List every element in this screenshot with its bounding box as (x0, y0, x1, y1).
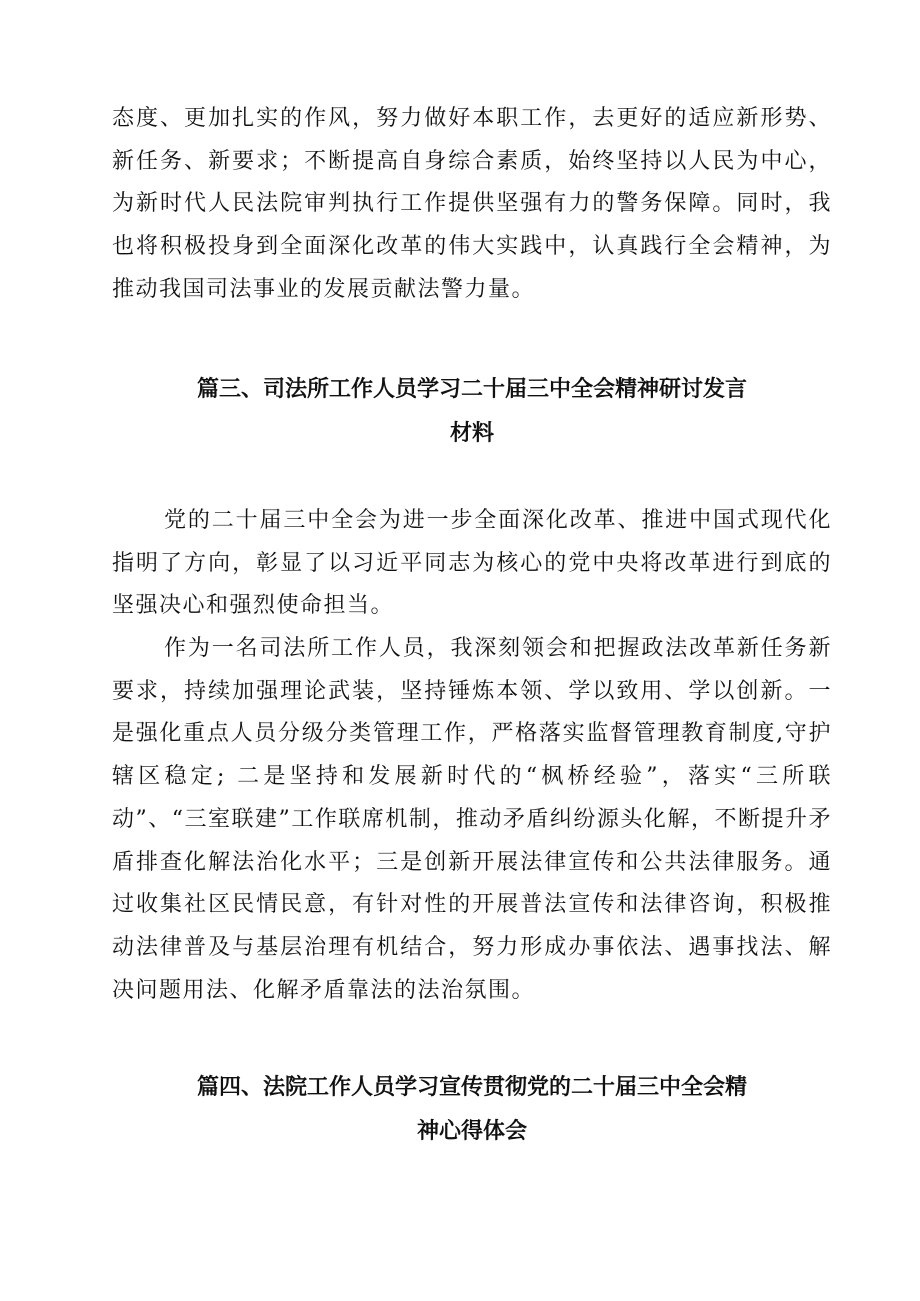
section-4-title (112, 1066, 832, 1154)
section-4-title-line-1: 篇四、法院工作人员学习宣传贯彻党的二十届三中全会精 (196, 1075, 747, 1100)
section-3-title-line-2: 材料 (449, 421, 494, 446)
section-3-title-line-1: 篇三、司法所工作人员学习二十届三中全会精神研讨发言 (196, 377, 747, 402)
section-3-paragraph-2: 作为一名司法所工作人员，我深刻领会和把握政法改革新任务新要求，持续加强理论武装，坚持锤炼本领、学以致用、学以创新。一是强化重点人员分级分类管理工作，严格落实监督管理教育制度,守护辖区稳定; 二是坚持和发展新时代的“枫桥经验”，落实“三所联动”、“三室联建”工作联席机制，推动矛盾纠纷源头化解，不断提升矛盾排查化解法治化水平；三是创新开展法律宣传和公共法律服务。通过收集社区民情民意，有针对性的开展普法宣传和法律咨询，积极推动法律普及与基层治理有机结合，努力形成办事依法、遇事找法、解决问题用法、化解矛盾靠法的法治氛围。 (112, 636, 832, 1003)
section-4-title-line-2: 神心得体会 (416, 1119, 527, 1144)
continuation-paragraph: 态度、更加扎实的作风，努力做好本职工作，去更好的适应新形势、新任务、新要求；不断提高自身综合素质，始终坚持以人民为中心，为新时代人民法院审判执行工作提供坚强有力的警务保障。同时，我也将积极投身到全面深化改革的伟大实践中，认真践行全会精神，为推动我国司法事业的发展贡献法警力量。 (112, 106, 832, 302)
section-3-paragraph-1: 党的二十届三中全会为进一步全面深化改革、推进中国式现代化指明了方向，彰显了以习近平同志为核心的党中央将改革进行到底的坚强决心和强烈使命担当。 (112, 508, 832, 619)
section-3-title (112, 368, 832, 456)
